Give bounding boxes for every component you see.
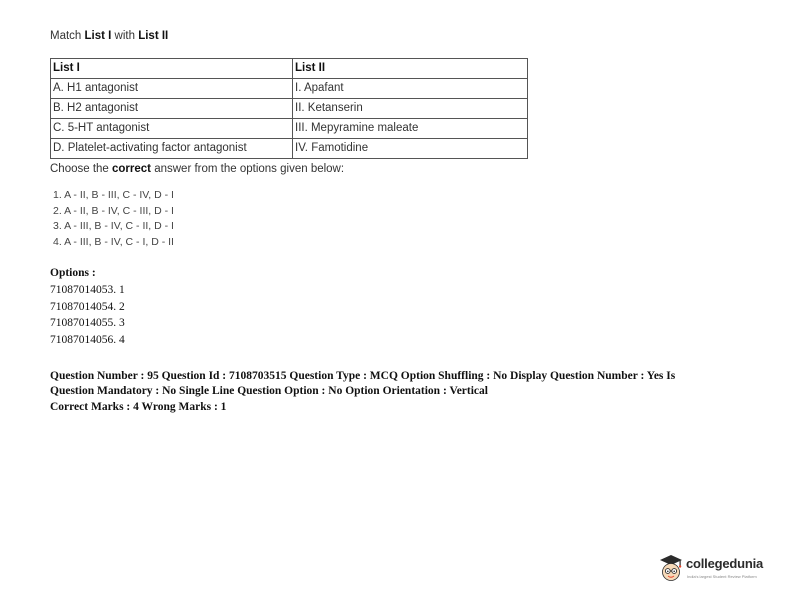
option-row: 71087014055. 3 — [50, 317, 125, 329]
match-table — [50, 58, 528, 159]
option-row: 71087014054. 2 — [50, 300, 125, 313]
table-header-list1: List I — [51, 59, 293, 79]
table-row — [51, 79, 528, 99]
answer-instruction — [50, 163, 344, 175]
question-metadata — [50, 369, 730, 415]
list-item: 4. A - III, B - IV, C - I, D - II — [53, 235, 174, 248]
options-title: Options : — [50, 267, 96, 279]
brand-tagline: India's largest Student Review Platform — [687, 574, 757, 579]
table-header-list2: List II — [293, 59, 528, 79]
heading-mid: with — [111, 30, 139, 42]
marks-line: Correct Marks : 4 Wrong Marks : 1 — [50, 401, 227, 413]
options-block — [50, 265, 125, 348]
heading-list2: List II — [138, 30, 169, 42]
instruction-prefix: Choose the — [50, 163, 113, 175]
student-mascot-icon — [658, 552, 684, 584]
table-cell: IV. Famotidine — [293, 139, 528, 159]
option-row: 71087014053. 1 — [50, 284, 125, 296]
list-item: 1. A - II, B - III, C - IV, D - I — [53, 189, 174, 201]
heading-prefix: Match — [50, 30, 85, 42]
metadata-line: Question Number : 95 Question Id : 7108703515 Question Type : MCQ Option Shuffling : No Display Question Number : Yes Is — [50, 370, 676, 382]
table-row — [51, 99, 528, 119]
table-cell: D. Platelet-activating factor antagonist — [51, 139, 293, 159]
instruction-suffix: answer from the options given below: — [151, 163, 345, 175]
table-header-row — [51, 59, 528, 79]
list-item: 3. A - III, B - IV, C - II, D - I — [53, 220, 174, 232]
table-cell: A. H1 antagonist — [51, 79, 293, 99]
list-item: 2. A - II, B - IV, C - III, D - I — [53, 204, 174, 217]
answer-choices — [53, 188, 174, 250]
brand-name: collegedunia — [686, 556, 764, 571]
metadata-line: Question Mandatory : No Single Line Question Option : No Option Orientation : Vertical — [50, 384, 488, 397]
table-cell: B. H2 antagonist — [51, 99, 293, 119]
option-row: 71087014056. 4 — [50, 333, 125, 346]
table-row — [51, 119, 528, 139]
brand-logo — [658, 552, 768, 586]
table-cell: III. Mepyramine maleate — [293, 119, 528, 139]
question-heading — [50, 30, 168, 42]
table-cell: I. Apafant — [293, 79, 528, 99]
table-cell: II. Ketanserin — [293, 99, 528, 119]
instruction-bold: correct — [112, 163, 152, 175]
table-cell: C. 5-HT antagonist — [51, 119, 293, 139]
table-row — [51, 139, 528, 159]
heading-list1: List I — [84, 30, 112, 42]
